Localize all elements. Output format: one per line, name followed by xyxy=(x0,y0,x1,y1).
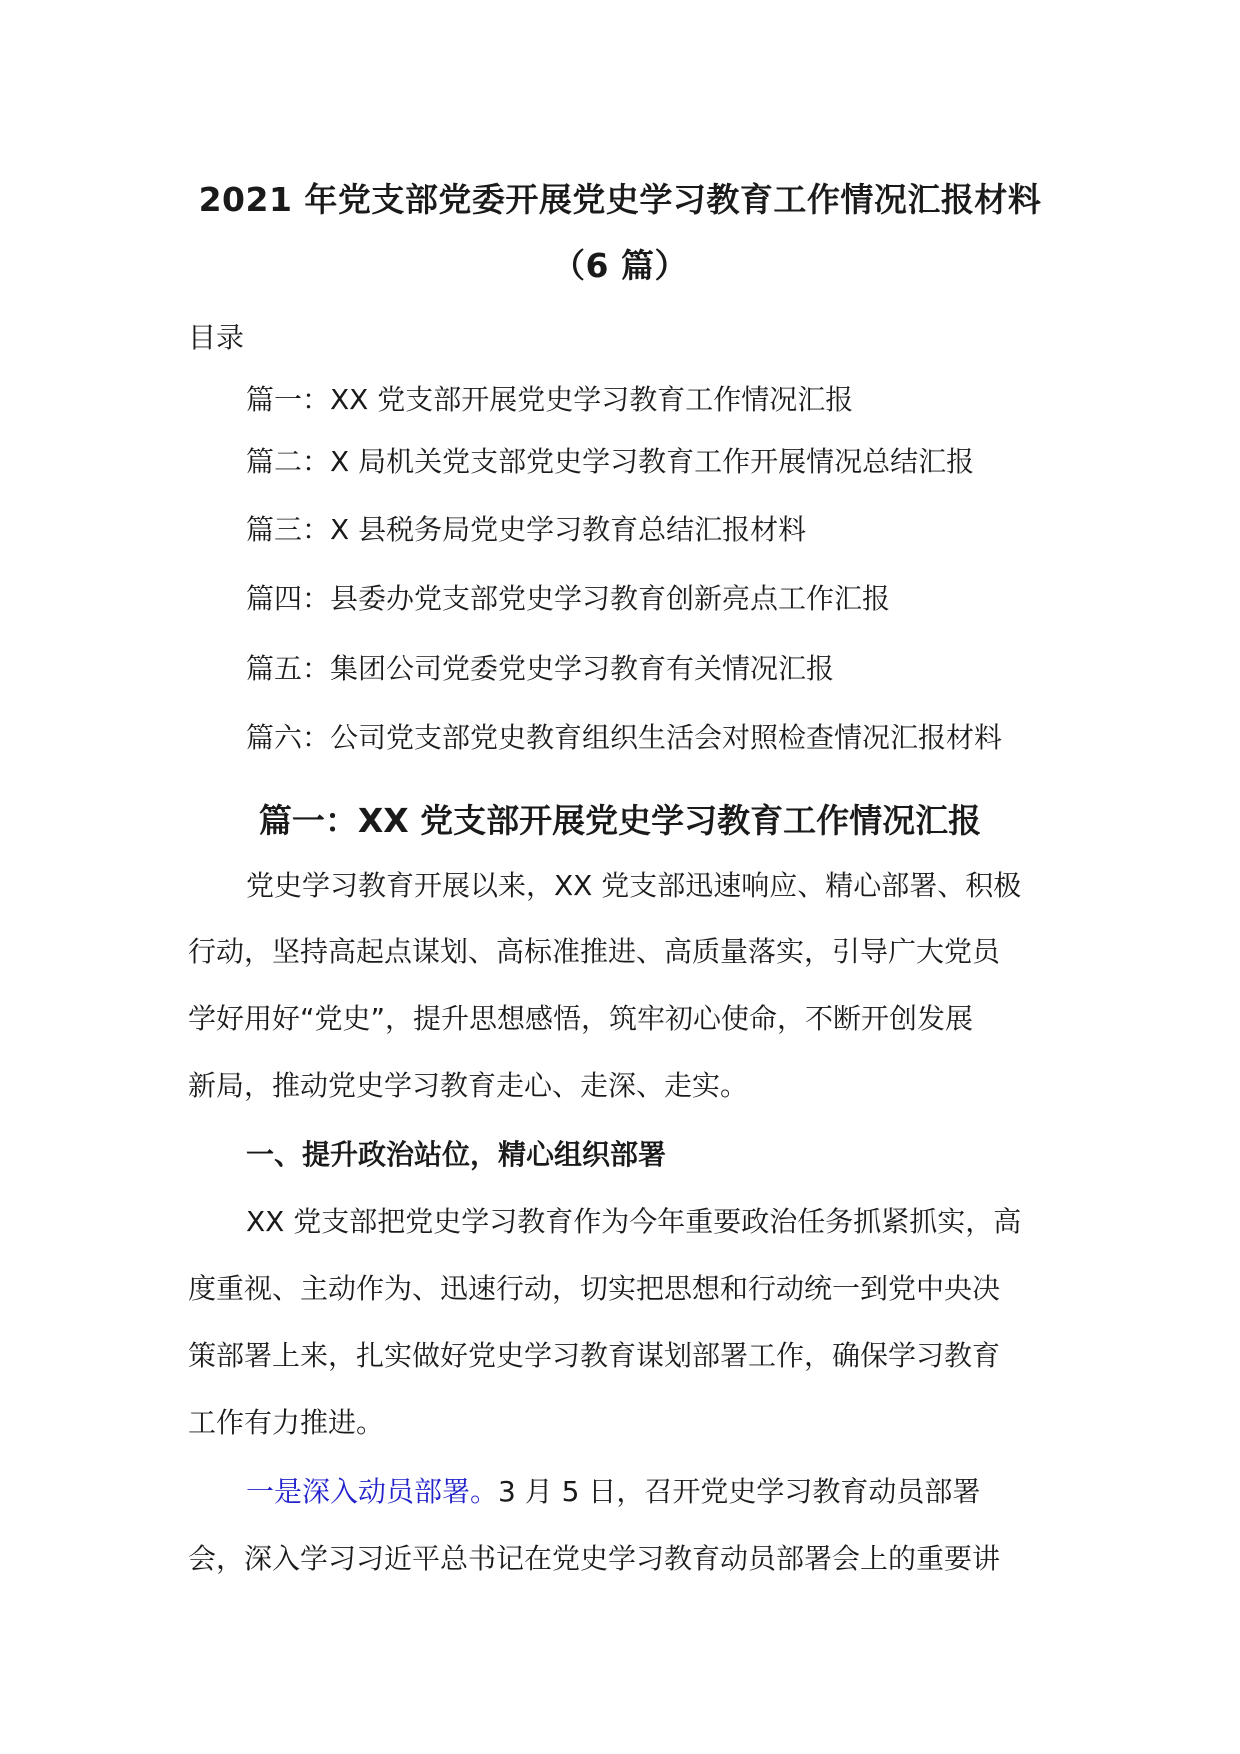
paragraph-text: 3 月 5 日，召开党史学习教育动员部署 xyxy=(498,1475,981,1508)
document-title-line1: 2021 年党支部党委开展党史学习教育工作情况汇报材料 xyxy=(198,180,1042,219)
paragraph-line: 会，深入学习习近平总书记在党史学习教育动员部署会上的重要讲 xyxy=(188,1542,1001,1575)
toc-item: 篇五：集团公司党委党史学习教育有关情况汇报 xyxy=(246,652,835,685)
toc-item: 篇六：公司党支部党史教育组织生活会对照检查情况汇报材料 xyxy=(246,721,1003,754)
toc-heading: 目录 xyxy=(188,321,245,354)
toc-item: 篇四：县委办党支部党史学习教育创新亮点工作汇报 xyxy=(246,582,891,615)
toc-item: 篇一：XX 党支部开展党史学习教育工作情况汇报 xyxy=(246,383,854,416)
section-title: 篇一：XX 党支部开展党史学习教育工作情况汇报 xyxy=(258,801,982,840)
highlighted-phrase: 一是深入动员部署。 xyxy=(246,1475,499,1508)
paragraph-line: 党史学习教育开展以来，XX 党支部迅速响应、精心部署、积极 xyxy=(246,869,1022,902)
paragraph-line: 策部署上来，扎实做好党史学习教育谋划部署工作，确保学习教育 xyxy=(188,1339,1001,1372)
paragraph-line: XX 党支部把党史学习教育作为今年重要政治任务抓紧抓实，高 xyxy=(246,1205,1022,1238)
paragraph-line: 学好用好“党史”，提升思想感悟，筑牢初心使命，不断开创发展 xyxy=(188,1002,974,1035)
toc-item: 篇二：X 局机关党支部党史学习教育工作开展情况总结汇报 xyxy=(246,445,975,478)
paragraph-line: 新局，推动党史学习教育走心、走深、走实。 xyxy=(188,1069,749,1102)
document-title-line2: （6 篇） xyxy=(552,246,688,285)
paragraph-line xyxy=(246,1470,980,1510)
paragraph-line: 工作有力推进。 xyxy=(188,1406,385,1439)
paragraph-line: 行动，坚持高起点谋划、高标准推进、高质量落实，引导广大党员 xyxy=(188,935,1001,968)
toc-item: 篇三：X 县税务局党史学习教育总结汇报材料 xyxy=(246,513,807,546)
section-subheading: 一、提升政治站位，精心组织部署 xyxy=(246,1138,667,1171)
paragraph-line: 度重视、主动作为、迅速行动，切实把思想和行动统一到党中央决 xyxy=(188,1272,1001,1305)
